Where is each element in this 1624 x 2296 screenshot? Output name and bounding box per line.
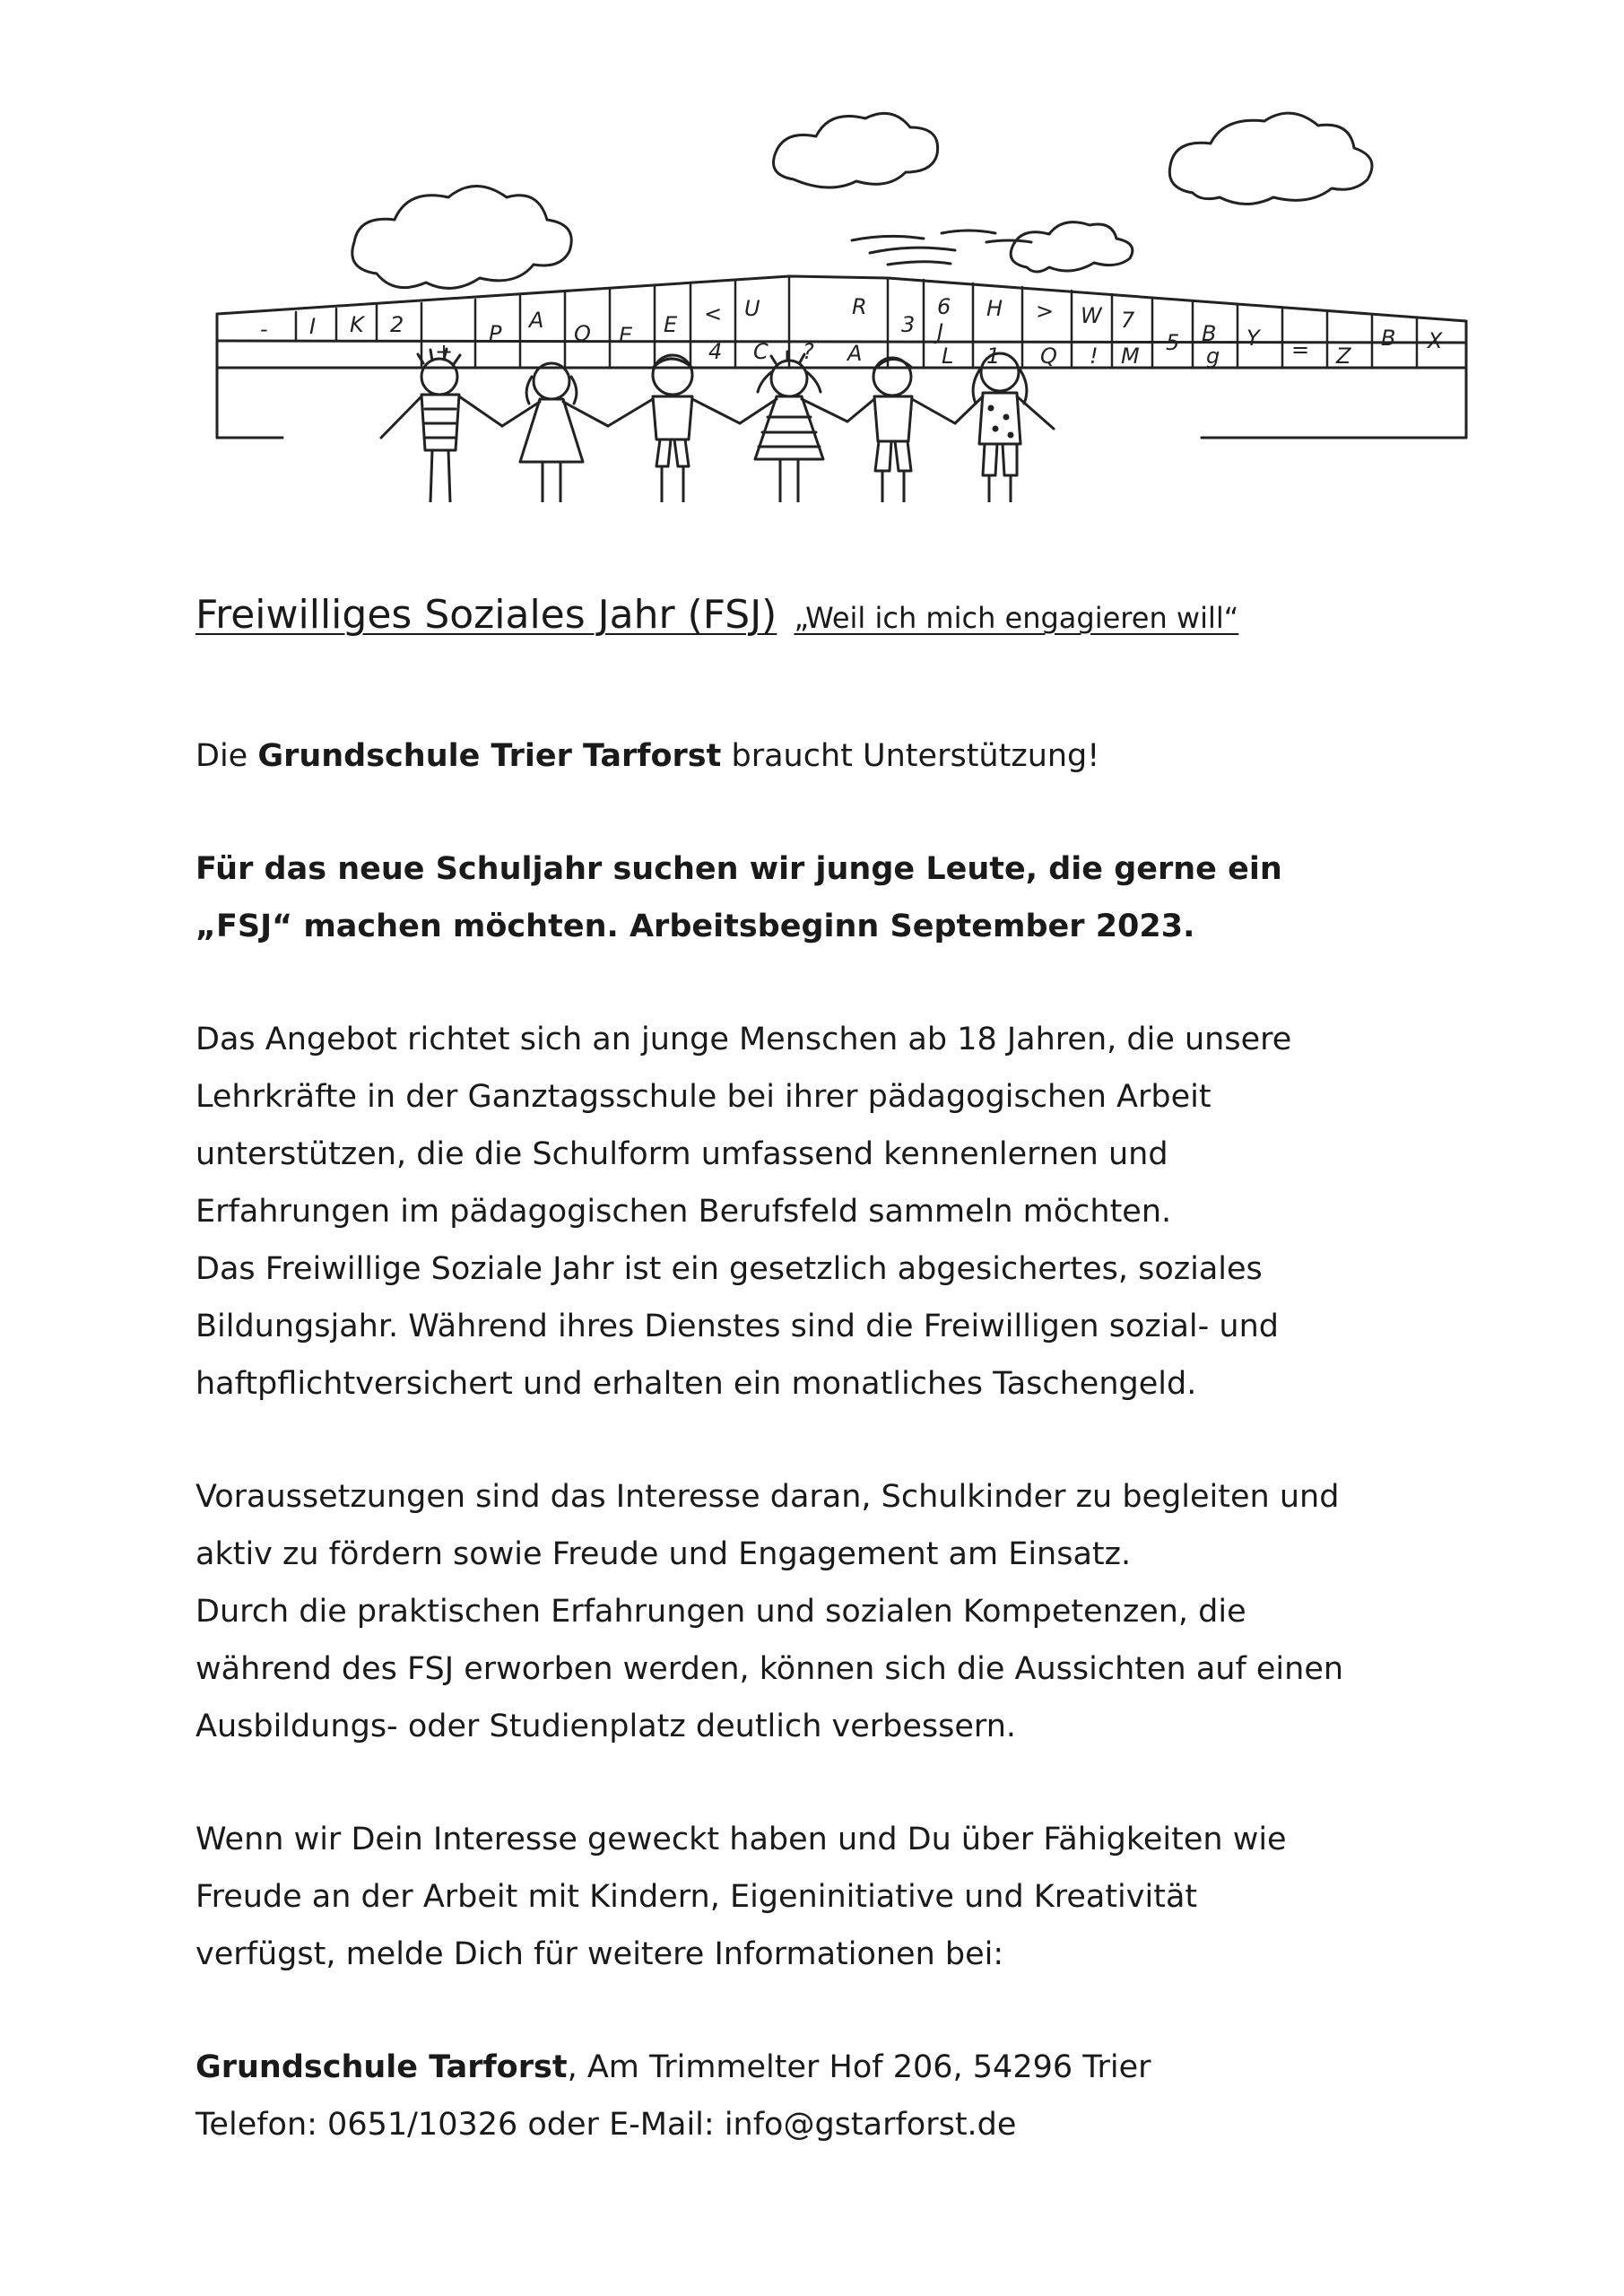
contact-school-name: Grundschule Tarforst [195, 2049, 568, 2085]
svg-text:C: C [753, 339, 769, 364]
requirements-line: Durch die praktischen Erfahrungen und sozialen Kompetenzen, die [195, 1594, 1246, 1630]
call-line-2: „FSJ“ machen möchten. Arbeitsbeginn September 2023. [195, 909, 1195, 944]
cloud-small-icon [1011, 222, 1133, 272]
svg-text:X: X [1428, 328, 1443, 353]
svg-text:4: 4 [708, 339, 723, 364]
svg-text:<: < [704, 301, 723, 326]
flyer-content [195, 592, 1469, 2153]
contact-address-text: , Am Trimmelter Hof 206, 54296 Trier [567, 2049, 1151, 2085]
offer-paragraph [195, 1011, 1469, 1413]
svg-text:3: 3 [901, 312, 916, 337]
svg-text:2: 2 [390, 312, 404, 337]
svg-text:W: W [1081, 303, 1102, 328]
interest-line: Freude an der Arbeit mit Kindern, Eigeninitiative und Kreativität [195, 1879, 1198, 1915]
svg-text:I: I [309, 314, 317, 339]
offer-line: Das Angebot richtet sich an junge Menschen ab 18 Jahren, die unsere [195, 1022, 1292, 1057]
svg-text:6: 6 [937, 294, 951, 319]
contact-phone-email[interactable]: Telefon: 0651/10326 oder E-Mail: info@gstarforst.de [195, 2107, 1017, 2143]
svg-text:K: K [350, 312, 364, 337]
svg-text:7: 7 [1121, 308, 1135, 333]
requirements-line: während des FSJ erworben werden, können sich die Aussichten auf einen [195, 1651, 1344, 1687]
title-text: Freiwilliges Soziales Jahr (FSJ) [195, 592, 777, 638]
intro-after: braucht Unterstützung! [721, 738, 1100, 774]
svg-text:A: A [847, 341, 863, 366]
svg-text:Z: Z [1336, 344, 1351, 369]
children-icon [381, 349, 1054, 502]
svg-text:A: A [529, 308, 544, 333]
svg-text:g: g [1206, 344, 1220, 369]
svg-text:B: B [1202, 321, 1217, 346]
svg-text:+: + [435, 339, 454, 364]
svg-text:Q: Q [1040, 344, 1057, 369]
offer-line: Bildungsjahr. Während ihres Dienstes sind die Freiwilligen sozial- und [195, 1309, 1279, 1344]
offer-line: unterstützen, die die Schulform umfassend kennenlernen und [195, 1136, 1168, 1172]
intro-before: Die [195, 738, 258, 774]
offer-line: Lehrkräfte in der Ganztagsschule bei ihrer pädagogischen Arbeit [195, 1079, 1211, 1115]
intro-paragraph [195, 727, 1469, 785]
call-paragraph [195, 840, 1469, 955]
svg-text:E: E [619, 323, 633, 348]
interest-paragraph [195, 1811, 1469, 1983]
svg-text:>: > [1036, 299, 1055, 324]
requirements-line: Voraussetzungen sind das Interesse daran, Schulkinder zu begleiten und [195, 1479, 1340, 1515]
svg-text:P: P [489, 321, 502, 346]
contact-address [195, 2039, 1469, 2096]
svg-text:O: O [574, 321, 591, 346]
svg-text:=: = [1291, 337, 1310, 362]
svg-text:Y: Y [1246, 326, 1260, 351]
interest-line: verfügst, melde Dich für weitere Informationen bei: [195, 1936, 1004, 1972]
call-line-1: Für das neue Schuljahr suchen wir junge Leute, die gerne ein [195, 851, 1282, 887]
svg-text:L: L [942, 344, 954, 369]
cloud-right-icon [1169, 113, 1372, 204]
cloud-middle-icon [774, 113, 938, 187]
cloud-left-icon [352, 187, 571, 289]
requirements-line: aktiv zu fördern sowie Freude und Engagement am Einsatz. [195, 1536, 1132, 1572]
svg-text:E: E [664, 312, 678, 337]
offer-line: Erfahrungen im pädagogischen Berufsfeld sammeln möchten. [195, 1194, 1172, 1230]
svg-text:5: 5 [1166, 330, 1180, 355]
svg-text:J: J [937, 319, 944, 344]
svg-text:-: - [260, 317, 268, 342]
offer-line: haftpflichtversichert und erhalten ein monatliches Taschengeld. [195, 1366, 1197, 1402]
svg-text:U: U [744, 296, 760, 321]
svg-text:?: ? [803, 339, 814, 364]
slogan-text: „Weil ich mich engagieren will“ [794, 601, 1239, 635]
requirements-line: Ausbildungs- oder Studienplatz deutlich verbessern. [195, 1709, 1017, 1744]
svg-text:1: 1 [986, 344, 1001, 369]
svg-text:!: ! [1090, 344, 1099, 369]
svg-text:B: B [1381, 326, 1396, 351]
interest-line: Wenn wir Dein Interesse geweckt haben und Du über Fähigkeiten wie [195, 1822, 1287, 1857]
svg-text:M: M [1121, 344, 1140, 369]
svg-text:R: R [852, 294, 867, 319]
school-drawing [206, 108, 1471, 502]
offer-line: Das Freiwillige Soziale Jahr ist ein gesetzlich abgesichertes, soziales [195, 1251, 1263, 1287]
page-title [195, 592, 1469, 638]
intro-school-name: Grundschule Trier Tarforst [257, 738, 722, 774]
svg-text:H: H [986, 296, 1003, 321]
requirements-paragraph [195, 1468, 1469, 1755]
